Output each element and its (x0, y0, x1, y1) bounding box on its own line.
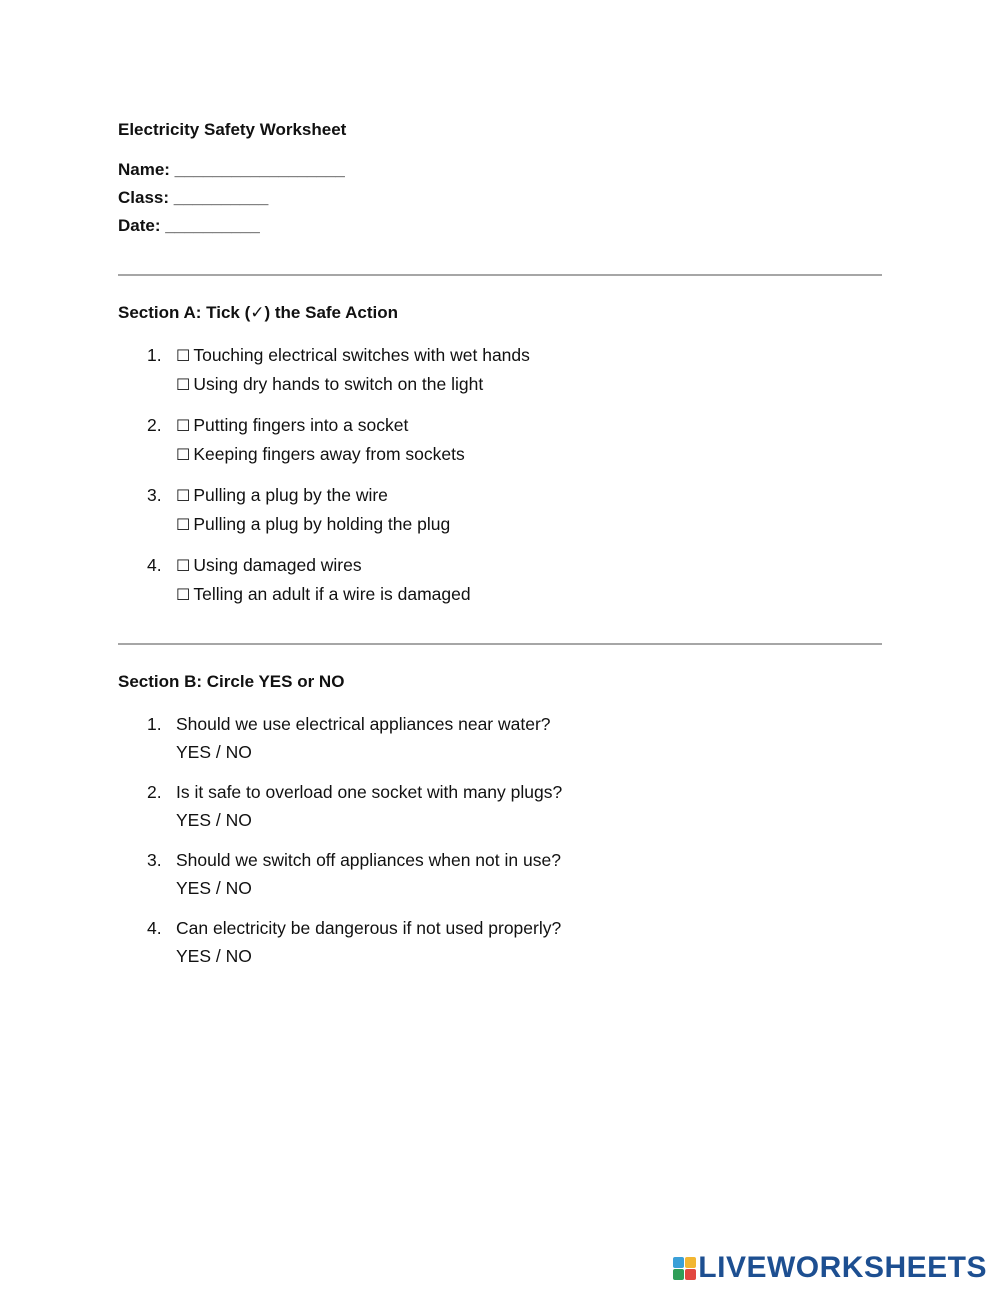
logo-tiles-icon (673, 1257, 696, 1280)
option-label: Pulling a plug by the wire (193, 485, 388, 505)
question-number: 4. (147, 555, 162, 575)
checkbox-option[interactable] (176, 370, 882, 399)
list-item (118, 551, 882, 609)
option-label: Keeping fingers away from sockets (193, 444, 465, 464)
question-text: Should we use electrical appliances near water? (176, 714, 551, 734)
checkbox-option[interactable] (176, 440, 882, 469)
checkbox-icon[interactable]: ☐ (176, 375, 191, 394)
section-b-questions (118, 710, 882, 970)
list-item (118, 914, 882, 970)
checkbox-option[interactable] (176, 580, 882, 609)
option-label: Touching electrical switches with wet hands (193, 345, 530, 365)
list-item (118, 481, 882, 539)
yes-no-answer[interactable]: YES / NO (176, 878, 252, 898)
logo-tile (685, 1257, 696, 1268)
class-field[interactable]: Class: __________ (118, 188, 269, 207)
option-label: Using damaged wires (193, 555, 362, 575)
list-item (118, 710, 882, 766)
checkbox-icon[interactable]: ☐ (176, 486, 191, 505)
section-a-questions (118, 341, 882, 609)
question-number: 2. (147, 782, 162, 802)
question-text: Is it safe to overload one socket with many plugs? (176, 782, 563, 802)
checkbox-option[interactable] (176, 411, 882, 440)
list-item (118, 778, 882, 834)
yes-no-answer[interactable]: YES / NO (176, 742, 252, 762)
question-number: 3. (147, 850, 162, 870)
list-item (118, 846, 882, 902)
yes-no-answer[interactable]: YES / NO (176, 946, 252, 966)
logo-tile (673, 1257, 684, 1268)
name-field[interactable]: Name: __________________ (118, 160, 345, 179)
checkbox-option[interactable] (176, 551, 882, 580)
question-number: 3. (147, 485, 162, 505)
section-divider (118, 274, 882, 276)
checkbox-option[interactable] (176, 341, 882, 370)
checkbox-icon[interactable]: ☐ (176, 445, 191, 464)
checkbox-icon[interactable]: ☐ (176, 416, 191, 435)
list-item (118, 341, 882, 399)
section-b-title: Section B: Circle YES or NO (118, 672, 345, 691)
date-field[interactable]: Date: __________ (118, 216, 260, 235)
worksheet-page (118, 118, 882, 970)
list-item (118, 411, 882, 469)
option-label: Putting fingers into a socket (193, 415, 409, 435)
question-text: Can electricity be dangerous if not used properly? (176, 918, 562, 938)
logo-tile (685, 1269, 696, 1280)
checkbox-icon[interactable]: ☐ (176, 515, 191, 534)
liveworksheets-logo (673, 1252, 987, 1284)
checkbox-icon[interactable]: ☐ (176, 346, 191, 365)
option-label: Telling an adult if a wire is damaged (193, 584, 471, 604)
question-number: 4. (147, 918, 162, 938)
checkbox-icon[interactable]: ☐ (176, 585, 191, 604)
section-a-title: Section A: Tick (✓) the Safe Action (118, 303, 398, 322)
question-number: 1. (147, 345, 162, 365)
question-number: 2. (147, 415, 162, 435)
question-text: Should we switch off appliances when not in use? (176, 850, 561, 870)
checkbox-icon[interactable]: ☐ (176, 556, 191, 575)
checkbox-option[interactable] (176, 510, 882, 539)
option-label: Using dry hands to switch on the light (193, 374, 484, 394)
yes-no-answer[interactable]: YES / NO (176, 810, 252, 830)
option-label: Pulling a plug by holding the plug (193, 514, 451, 534)
section-divider (118, 643, 882, 645)
student-info-fields (118, 156, 882, 240)
checkbox-option[interactable] (176, 481, 882, 510)
logo-text: LIVEWORKSHEETS (698, 1251, 987, 1284)
worksheet-title: Electricity Safety Worksheet (118, 120, 347, 139)
question-number: 1. (147, 714, 162, 734)
logo-tile (673, 1269, 684, 1280)
